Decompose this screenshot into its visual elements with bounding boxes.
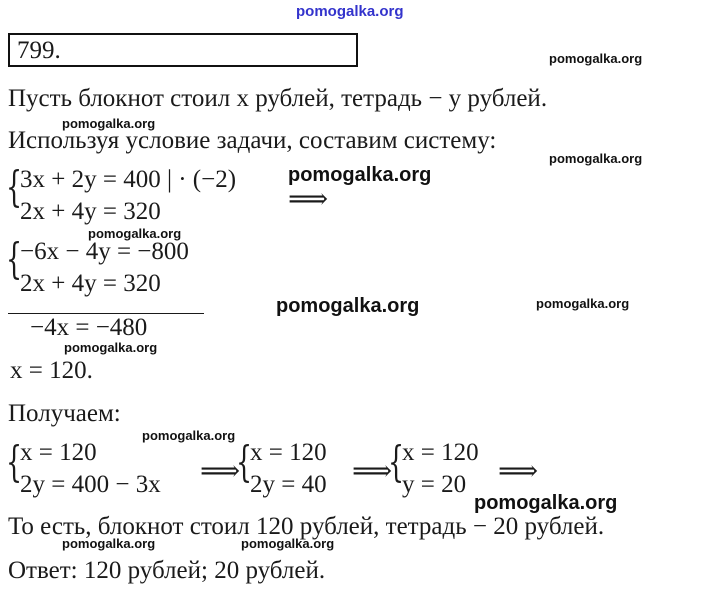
- watermark: pomogalka.org: [62, 536, 156, 551]
- watermark-top: pomogalka.org: [296, 3, 404, 20]
- answer-line: Ответ: 120 рублей; 20 рублей.: [8, 557, 326, 584]
- system4-eq2: 2y = 40: [250, 471, 327, 498]
- implies-arrow-icon: ⟹: [288, 184, 329, 215]
- system5-eq2: y = 20: [402, 471, 467, 498]
- implies-arrow-icon: ⟹: [352, 456, 393, 487]
- system4-eq1: x = 120: [250, 439, 327, 466]
- implies-arrow-icon: ⟹: [498, 456, 539, 487]
- system3-eq2: 2y = 400 − 3x: [20, 471, 161, 498]
- sum-result: −4x = −480: [30, 314, 148, 341]
- x-result: x = 120.: [10, 357, 93, 384]
- implies-arrow-icon: ⟹: [200, 456, 241, 487]
- watermark: pomogalka.org: [88, 226, 182, 241]
- system1-eq1: 3x + 2y = 400 | · (−2): [20, 166, 237, 193]
- watermark: pomogalka.org: [62, 116, 156, 131]
- system2-eq1: −6x − 4y = −800: [20, 238, 189, 265]
- label-get: Получаем:: [8, 400, 121, 427]
- problem-number-box: [8, 33, 358, 67]
- watermark: pomogalka.org: [536, 296, 630, 311]
- conclusion-line: То есть, блокнот стоил 120 рублей, тетрадь − 20 рублей.: [8, 513, 605, 540]
- brace-icon: {: [6, 162, 23, 211]
- brace-icon: {: [6, 437, 23, 486]
- watermark-large: pomogalka.org: [288, 164, 432, 186]
- watermark: pomogalka.org: [549, 51, 643, 66]
- watermark: pomogalka.org: [64, 340, 158, 355]
- system-intro-line: Используя условие задачи, составим систему:: [8, 127, 497, 154]
- system5-eq1: x = 120: [402, 439, 479, 466]
- watermark: pomogalka.org: [549, 151, 643, 166]
- watermark-large: pomogalka.org: [276, 295, 420, 317]
- brace-icon: {: [236, 437, 253, 486]
- watermark: pomogalka.org: [142, 428, 236, 443]
- problem-number: 799.: [17, 37, 61, 64]
- system1-eq2: 2x + 4y = 320: [20, 198, 161, 225]
- system3-eq1: x = 120: [20, 439, 97, 466]
- brace-icon: {: [388, 437, 405, 486]
- watermark-large: pomogalka.org: [474, 492, 618, 514]
- brace-icon: {: [6, 234, 23, 283]
- intro-line: Пусть блокнот стоил x рублей, тетрадь − y рублей.: [8, 85, 548, 112]
- watermark: pomogalka.org: [241, 536, 335, 551]
- system2-eq2: 2x + 4y = 320: [20, 270, 161, 297]
